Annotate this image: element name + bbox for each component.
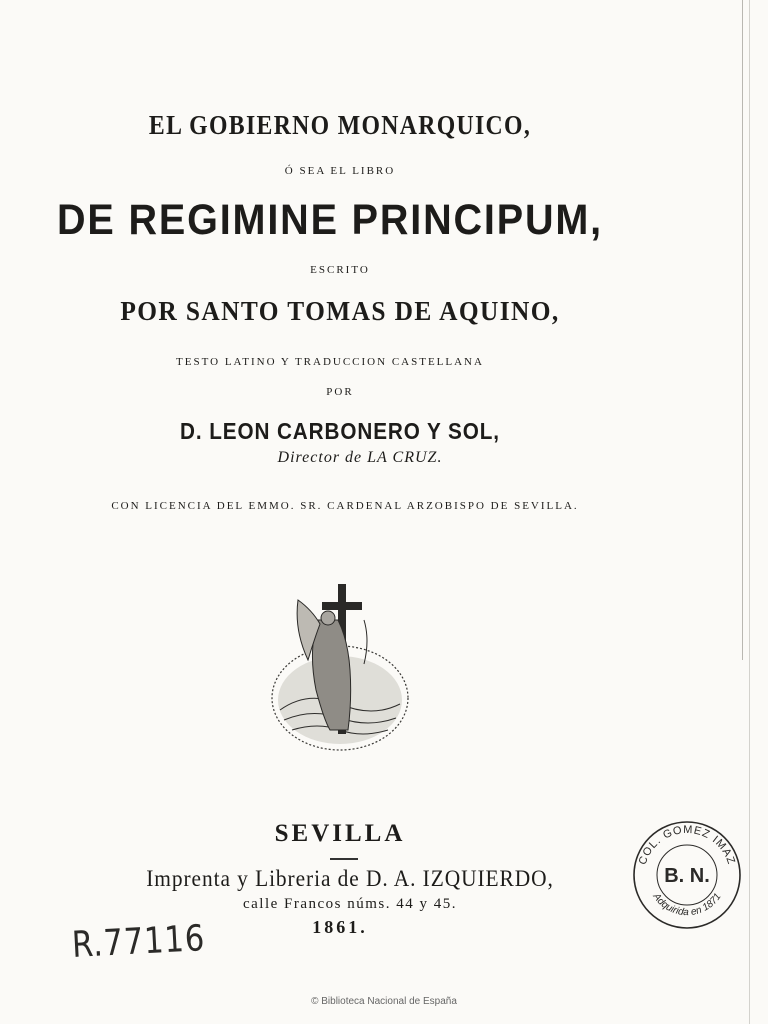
translator-line: D. LEON CARBONERO Y SOL, [180,418,500,444]
author-line: POR SANTO TOMAS DE AQUINO, [120,296,560,326]
translator-role-line: Director de LA CRUZ. [277,449,443,466]
footer-copyright: © Biblioteca Nacional de España [311,996,457,1007]
main-title: DE REGIMINE PRINCIPUM, [56,196,604,244]
library-stamp [630,818,744,930]
title-line-2: Ó SEA EL LIBRO [284,165,396,177]
stamp-ring-top: COL. GOMEZ IMAZ [636,823,738,867]
page-edge-line [742,0,743,660]
angel-cross-vignette [268,580,412,756]
stamp-ring-bottom: Adquirida en 1871 [650,891,724,919]
license-line: CON LICENCIA DEL EMMO. SR. CARDENAL ARZOBISPO DE SEVILLA. [111,500,579,512]
title-line-1: EL GOBIERNO MONARQUICO, [148,110,532,140]
imprint-city: SEVILLA [274,820,406,847]
edition-line: TESTO LATINO Y TRADUCCION CASTELLANA [176,356,484,368]
title-line-escrito: ESCRITO [310,264,370,276]
page-edge-line [749,0,750,1024]
imprint-year: 1861. [312,917,368,937]
handwritten-shelfmark: R.77116 [70,918,207,966]
imprint-rule [330,858,358,860]
svg-text:Adquirida en 1871 [650,891,724,919]
por-line: POR [326,386,354,398]
imprint-address: calle Francos núms. 44 y 45. [242,896,458,912]
stamp-center-text: B. N. [664,865,710,887]
imprint-printer: Imprenta y Libreria de D. A. IZQUIERDO, [146,866,554,891]
